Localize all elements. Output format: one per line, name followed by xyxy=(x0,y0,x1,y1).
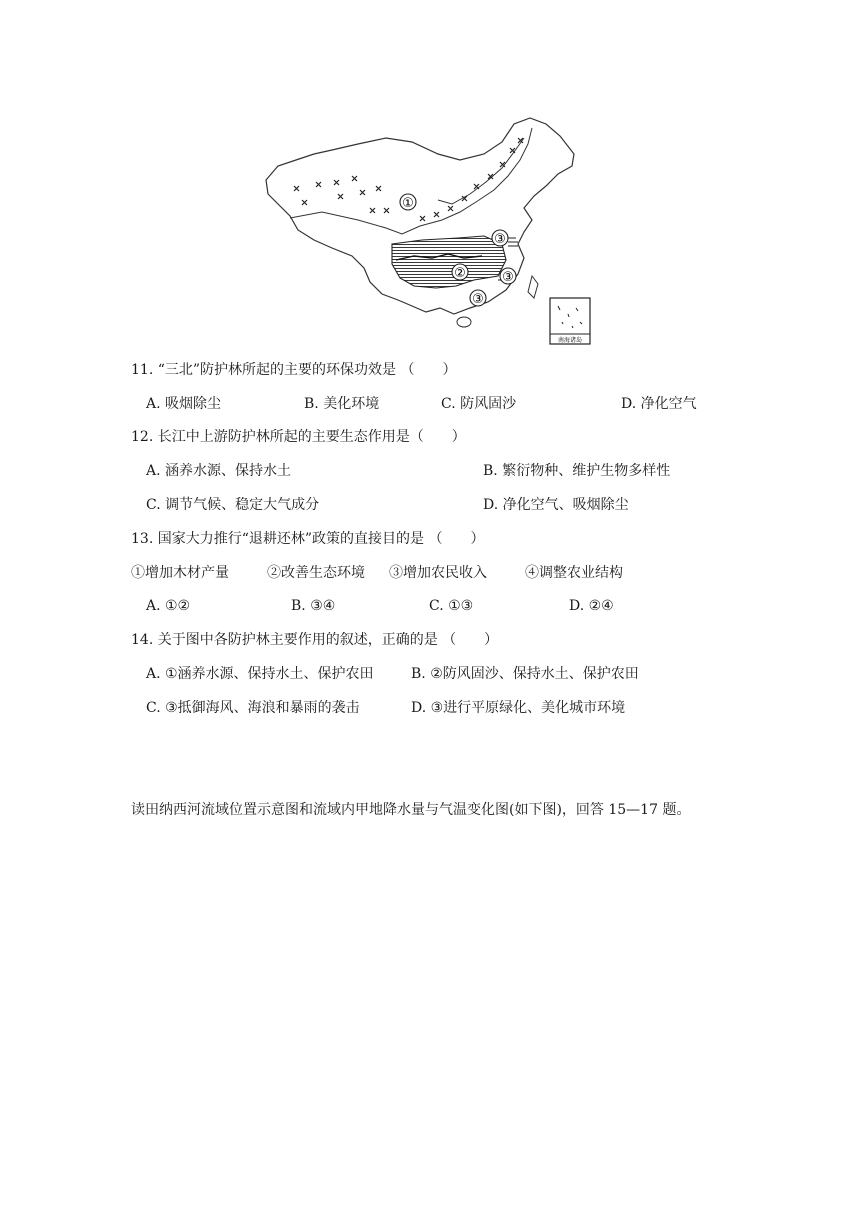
svg-text:③: ③ xyxy=(472,292,484,307)
label-three-south xyxy=(470,290,486,307)
question-13-item-4: ④调整农业结构 xyxy=(525,565,623,581)
label-three-middle xyxy=(500,268,516,285)
questions-15-17-intro: 读田纳西河流域位置示意图和流域内甲地降水量与气温变化图(如下图)，回答 15—17 题。 xyxy=(131,802,691,818)
question-14-option-c: C. ③抵御海风、海浪和暴雨的袭击 xyxy=(146,700,360,716)
south-sea-inset xyxy=(550,298,590,344)
question-12-option-c: C. 调节气候、稳定大气成分 xyxy=(146,497,320,513)
question-12-option-b: B. 繁衍物种、维护生物多样性 xyxy=(483,463,671,479)
question-13-option-b: B. ③④ xyxy=(291,598,336,614)
question-14-stem: 14. 关于图中各防护林主要作用的叙述，正确的是 （ ） xyxy=(131,632,499,648)
question-12-option-a: A. 涵养水源、保持水土 xyxy=(146,463,292,479)
question-13-item-3: ③增加农民收入 xyxy=(389,565,487,581)
question-11-option-b: B. 美化环境 xyxy=(304,396,380,412)
question-13-stem: 13. 国家大力推行“退耕还林”政策的直接目的是 （ ） xyxy=(131,531,485,547)
question-13-option-a: A. ①② xyxy=(146,598,191,614)
hainan-island xyxy=(457,317,471,327)
question-14-option-a: A. ①涵养水源、保持水土、保护农田 xyxy=(146,666,374,682)
question-13-option-c: C. ①③ xyxy=(429,598,474,614)
svg-text:①: ① xyxy=(402,196,414,211)
question-14-option-b: B. ②防风固沙、保持水土、保护农田 xyxy=(411,666,639,682)
question-13-item-1: ①增加木材产量 xyxy=(131,565,229,581)
question-11-option-a: A. 吸烟除尘 xyxy=(146,396,222,412)
question-11-option-d: D. 净化空气 xyxy=(621,396,697,412)
question-14-option-d: D. ③进行平原绿化、美化城市环境 xyxy=(411,700,626,716)
question-12-option-d: D. 净化空气、吸烟除尘 xyxy=(483,497,629,513)
question-11-stem: 11. “三北”防护林所起的主要的环保功效是 （ ） xyxy=(131,362,457,378)
label-three-north xyxy=(492,230,508,247)
svg-text:②: ② xyxy=(454,266,466,281)
china-shelterbelt-map xyxy=(262,108,594,348)
question-13-option-d: D. ②④ xyxy=(569,598,614,614)
svg-text:南海诸岛: 南海诸岛 xyxy=(557,337,583,344)
question-13-item-2: ②改善生态环境 xyxy=(267,565,365,581)
label-two xyxy=(452,264,468,281)
question-12-stem: 12. 长江中上游防护林所起的主要生态作用是（ ） xyxy=(131,429,466,445)
question-11-option-c: C. 防风固沙 xyxy=(441,396,517,412)
svg-text:③: ③ xyxy=(502,270,514,285)
svg-text:③: ③ xyxy=(494,232,506,247)
label-one xyxy=(400,194,416,211)
taiwan-island xyxy=(528,276,538,298)
